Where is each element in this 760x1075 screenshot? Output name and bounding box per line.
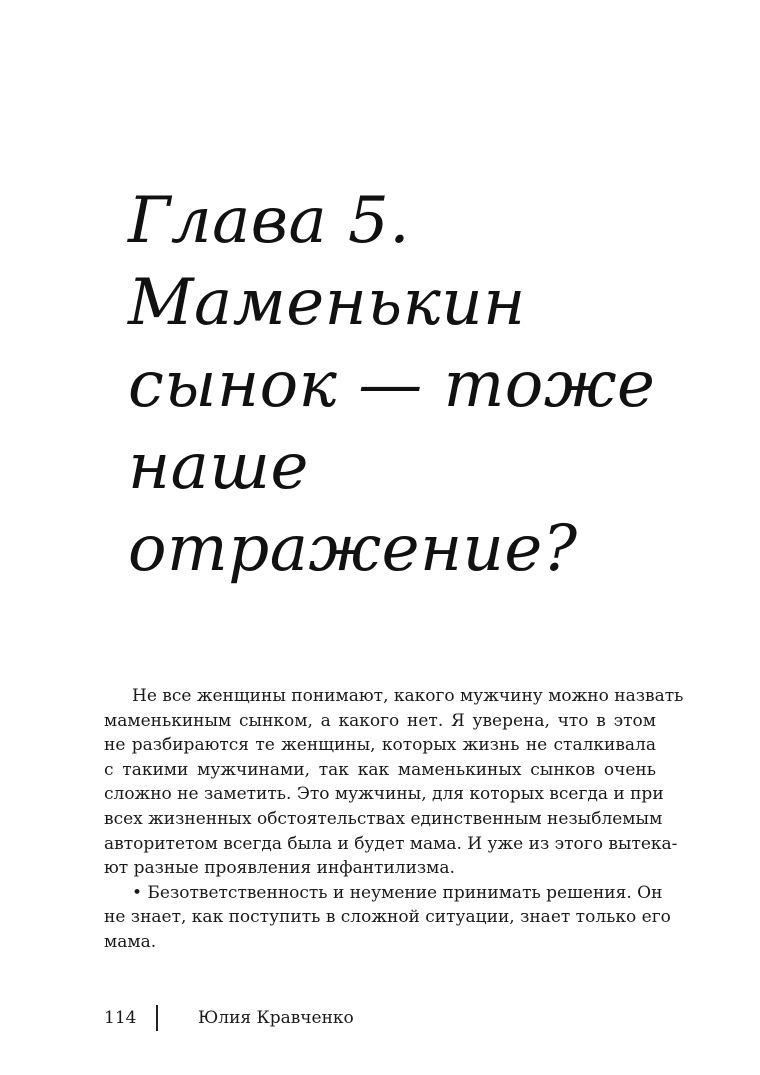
chapter-title <box>128 180 688 590</box>
chapter-title-line: наше <box>128 430 309 504</box>
paragraph-intro <box>104 684 684 881</box>
text-line: Не все женщины понимают, какого мужчину можно назвать <box>132 686 684 706</box>
body-text <box>104 684 684 955</box>
chapter-title-line: Маменькин <box>128 266 526 340</box>
text-line: не знает, как поступить в сложной ситуации, знает только его <box>104 907 671 928</box>
text-line: маменькиным сынком, а какого нет. Я уверена, что в этом <box>104 710 656 731</box>
text-line: всех жизненных обстоятельствах единственным незыблемым <box>104 808 663 829</box>
text-line: • Безответственность и неумение принимать решения. Он <box>132 882 663 903</box>
text-line: сложно не заметить. Это мужчины, для которых всегда и при <box>104 784 664 805</box>
text-line: авторитетом всегда была и будет мама. И уже из этого вытека- <box>104 833 678 854</box>
text-line: с такими мужчинами, так как маменькиных сынков очень <box>104 759 656 780</box>
chapter-title-line: отражение? <box>128 512 578 586</box>
text-line: мама. <box>104 931 157 952</box>
page-footer <box>104 1003 354 1033</box>
text-line: не разбираются те женщины, которых жизнь не сталкивала <box>104 735 656 756</box>
chapter-title-line: сынок — тоже <box>128 348 656 422</box>
page-number: 114 <box>104 1008 137 1028</box>
chapter-title-line: Глава 5. <box>128 184 411 258</box>
footer-divider <box>156 1005 158 1031</box>
bullet-item <box>104 881 671 955</box>
text-line: ют разные проявления инфантилизма. <box>104 858 455 879</box>
author-name: Юлия Кравченко <box>198 1008 354 1028</box>
